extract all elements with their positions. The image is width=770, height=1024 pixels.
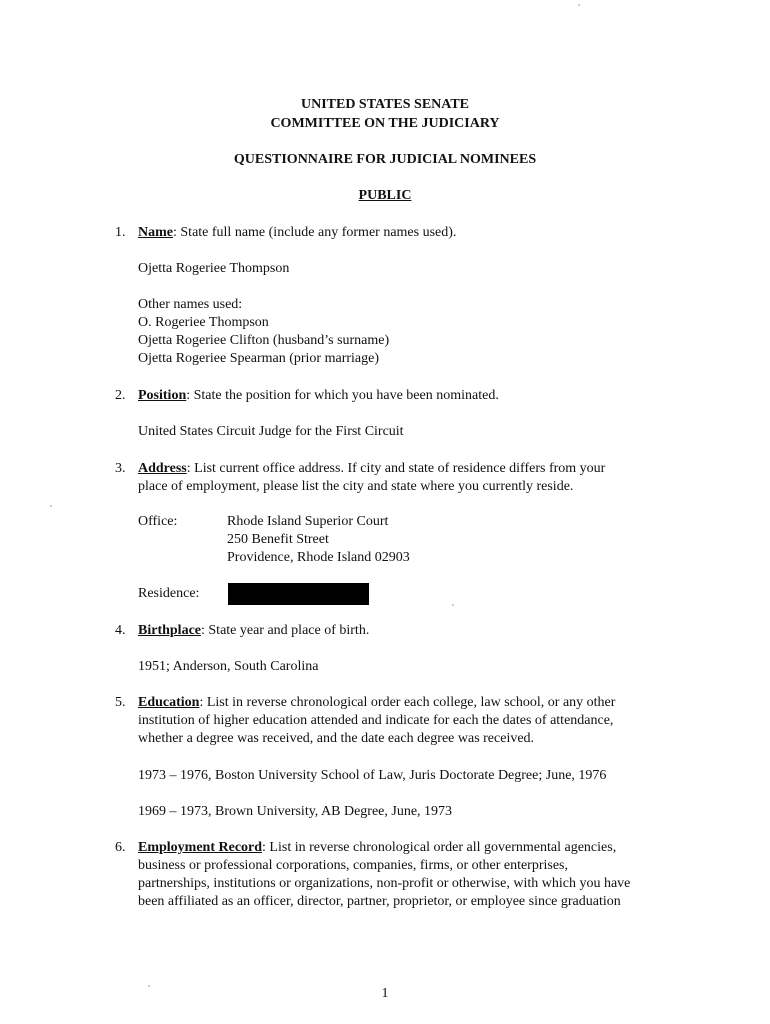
question-6-text-line2: business or professional corporations, companies, firms, or other enterprises, <box>138 858 569 873</box>
question-2-answer: United States Circuit Judge for the First Circuit <box>138 424 404 439</box>
other-names-heading: Other names used: <box>138 297 243 312</box>
question-3-text-line2: place of employment, please list the city and state where you currently reside. <box>138 479 574 494</box>
scan-speck <box>578 4 580 6</box>
page-number: 1 <box>381 986 389 1001</box>
question-1-answer: Ojetta Rogeriee Thompson <box>138 261 290 276</box>
question-5-text-line2: institution of higher education attended and indicate for each the dates of attendance, <box>138 713 614 728</box>
question-4 <box>115 622 675 640</box>
question-5-label: Education <box>138 695 200 710</box>
other-name-3: Ojetta Rogeriee Spearman (prior marriage) <box>138 351 380 366</box>
question-3-text-line1: : List current office address. If city and state of residence differs from your <box>186 461 606 476</box>
scan-speck <box>452 604 454 606</box>
question-6-text-line4: been affiliated as an officer, director, partner, proprietor, or employee since graduation <box>138 894 621 909</box>
question-5-text-line1: : List in reverse chronological order each college, law school, or any other <box>199 695 616 710</box>
question-6 <box>115 839 675 911</box>
question-5 <box>115 694 675 748</box>
question-1-text: : State full name (include any former names used). <box>173 225 457 240</box>
question-1-number: 1. <box>115 225 126 240</box>
residence-redaction <box>228 583 369 605</box>
question-3 <box>115 460 675 496</box>
other-name-1: O. Rogeriee Thompson <box>138 315 269 330</box>
office-line-3: Providence, Rhode Island 02903 <box>227 550 410 565</box>
header-committee: COMMITTEE ON THE JUDICIARY <box>270 116 500 131</box>
question-2-label: Position <box>138 388 187 403</box>
question-1 <box>115 224 675 242</box>
question-4-label: Birthplace <box>138 623 201 638</box>
question-6-number: 6. <box>115 840 126 855</box>
question-4-text: : State year and place of birth. <box>201 623 370 638</box>
header-questionnaire: QUESTIONNAIRE FOR JUDICIAL NOMINEES <box>233 152 537 167</box>
question-2-text: : State the position for which you have been nominated. <box>186 388 499 403</box>
question-2 <box>115 387 675 405</box>
scan-speck <box>50 505 52 507</box>
residence-label: Residence: <box>138 586 200 601</box>
question-4-answer: 1951; Anderson, South Carolina <box>138 659 319 674</box>
education-entry-1: 1973 – 1976, Boston University School of Law, Juris Doctorate Degree; June, 1976 <box>138 768 607 783</box>
header-senate: UNITED STATES SENATE <box>300 97 470 112</box>
education-entry-2: 1969 – 1973, Brown University, AB Degree, June, 1973 <box>138 804 453 819</box>
question-1-label: Name <box>138 225 173 240</box>
header-public: PUBLIC <box>358 188 412 203</box>
question-3-number: 3. <box>115 461 126 476</box>
question-6-label: Employment Record <box>138 840 263 855</box>
office-label: Office: <box>138 514 178 529</box>
other-name-2: Ojetta Rogeriee Clifton (husband’s surname) <box>138 333 390 348</box>
question-3-label: Address <box>138 461 187 476</box>
question-6-text-line1: : List in reverse chronological order all governmental agencies, <box>262 840 617 855</box>
question-2-number: 2. <box>115 388 126 403</box>
question-5-number: 5. <box>115 695 126 710</box>
question-4-number: 4. <box>115 623 126 638</box>
scan-speck <box>148 985 150 987</box>
question-5-text-line3: whether a degree was received, and the date each degree was received. <box>138 731 535 746</box>
office-line-1: Rhode Island Superior Court <box>227 514 389 529</box>
office-line-2: 250 Benefit Street <box>227 532 329 547</box>
question-6-text-line3: partnerships, institutions or organizations, non-profit or otherwise, with which you have <box>138 876 631 891</box>
